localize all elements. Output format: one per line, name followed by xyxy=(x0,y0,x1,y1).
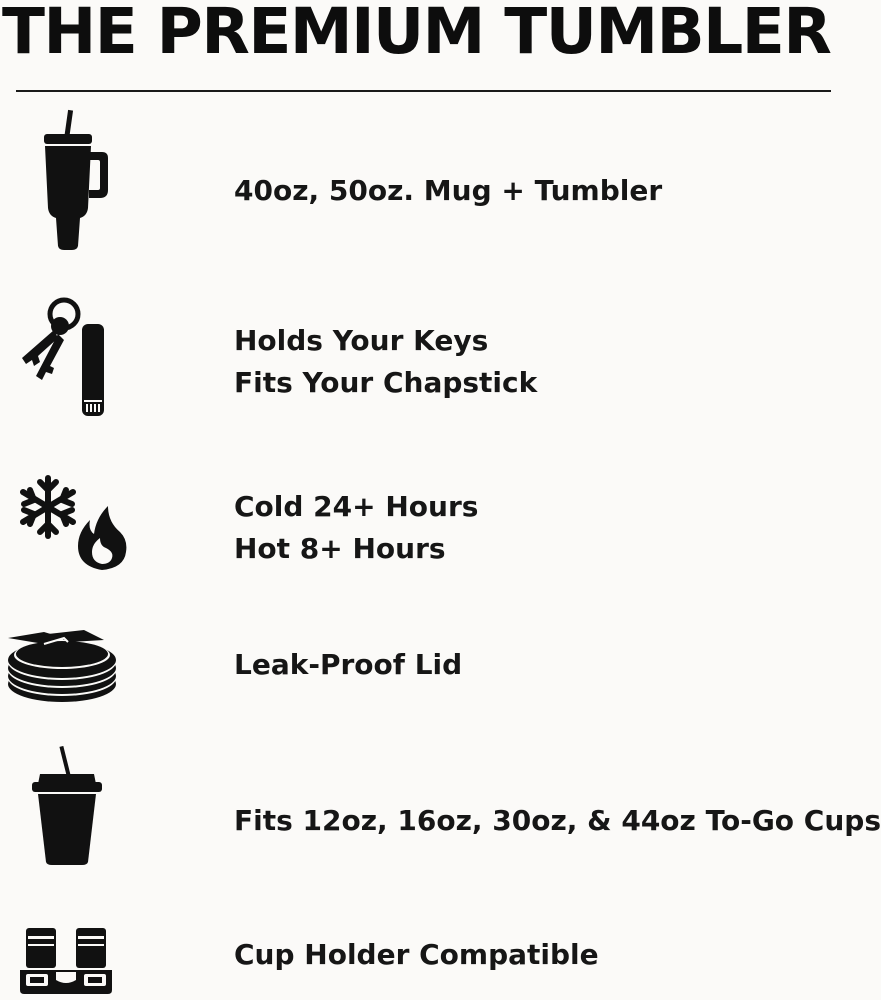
snowflake-and-flame-icon xyxy=(16,474,132,572)
title-divider xyxy=(16,90,831,92)
feature-text-lid xyxy=(234,644,462,686)
lid-icon xyxy=(4,628,120,704)
feature-text-temperature xyxy=(234,486,478,570)
feature-text-cup-holder xyxy=(234,934,599,976)
feature-line: Fits 12oz, 16oz, 30oz, & 44oz To-Go Cups xyxy=(234,804,881,837)
feature-text-to-go-cups xyxy=(234,800,881,842)
keys-and-chapstick-icon xyxy=(14,296,114,416)
feature-text-tumbler xyxy=(234,170,662,212)
feature-line: Hot 8+ Hours xyxy=(234,532,446,565)
feature-line: 40oz, 50oz. Mug + Tumbler xyxy=(234,174,663,207)
cup-holder-icon xyxy=(20,926,112,996)
tumbler-icon xyxy=(40,108,112,252)
feature-line: Leak-Proof Lid xyxy=(234,648,463,681)
feature-text-keys xyxy=(234,320,537,404)
page-title: THE PREMIUM TUMBLER xyxy=(2,0,831,68)
feature-line: Fits Your Chapstick xyxy=(234,366,538,399)
feature-line: Cup Holder Compatible xyxy=(234,938,599,971)
feature-line: Cold 24+ Hours xyxy=(234,490,479,523)
feature-line: Holds Your Keys xyxy=(234,324,489,357)
to-go-cup-icon xyxy=(30,746,104,866)
